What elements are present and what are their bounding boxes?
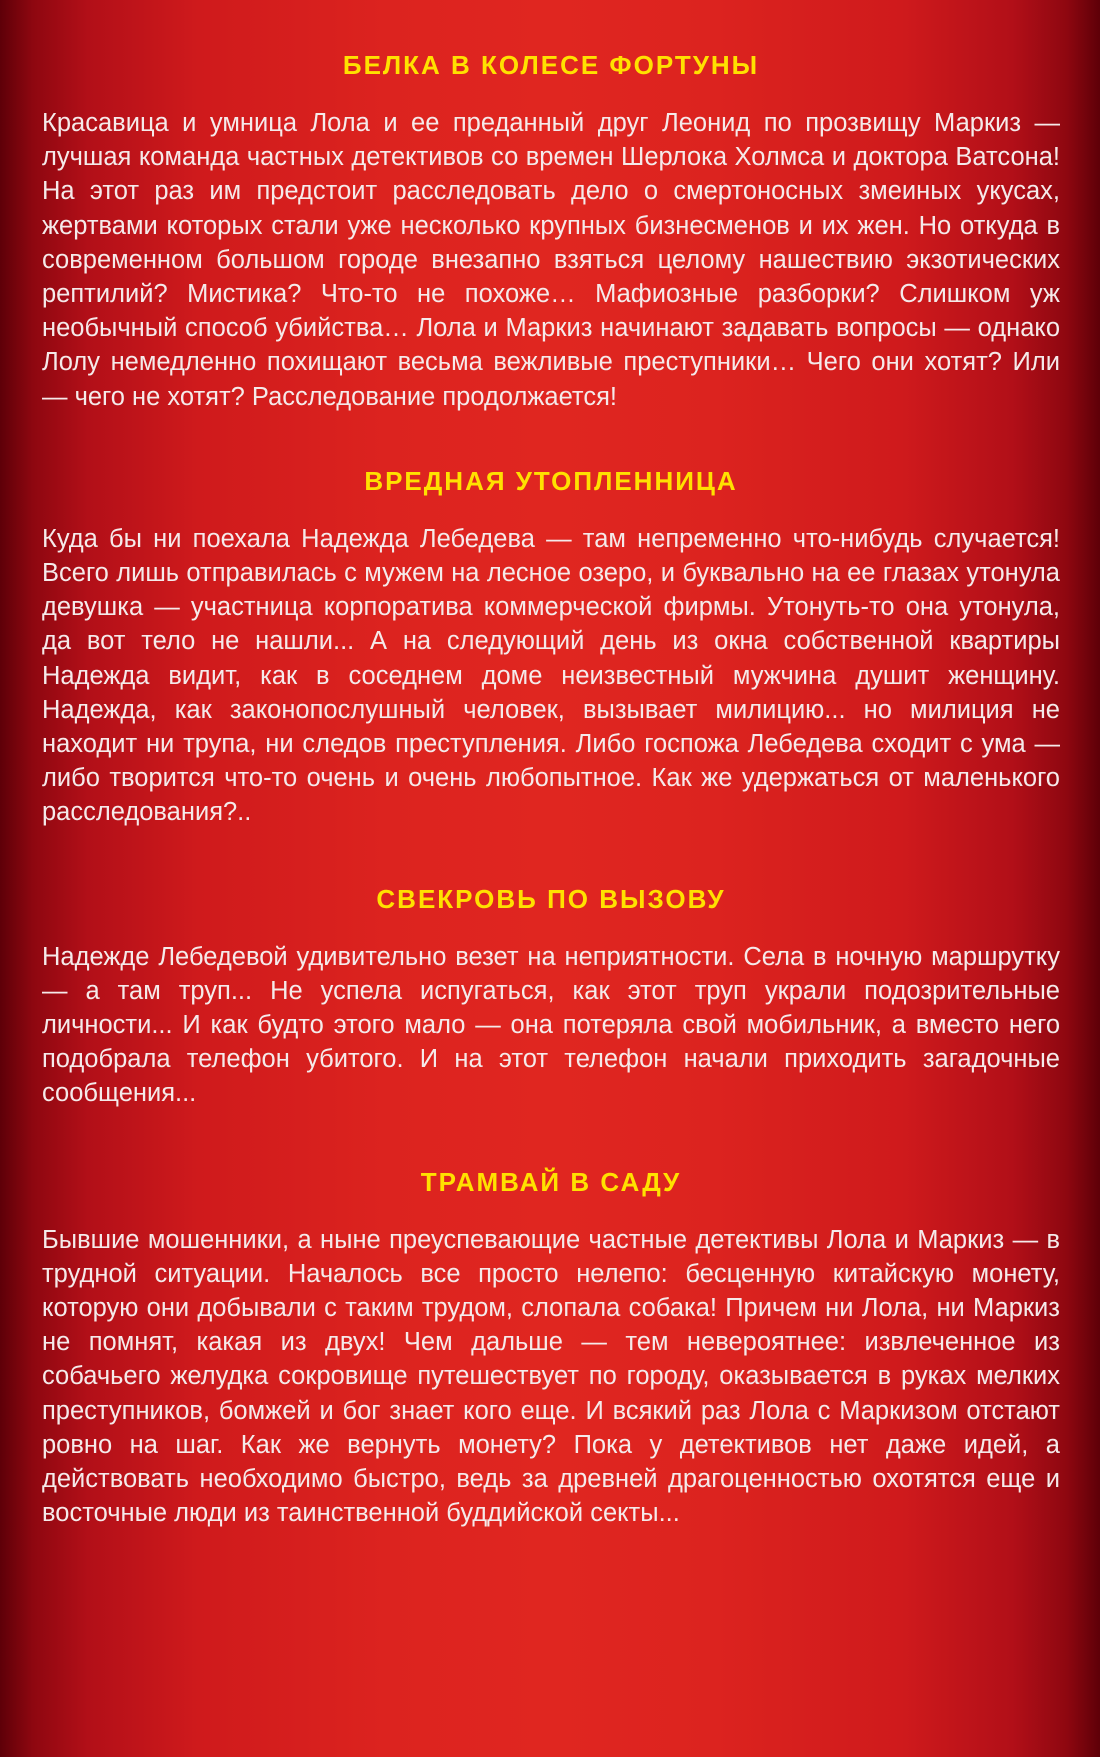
section-belka [42, 45, 1060, 414]
section-svekrov-po-vyzovu [42, 879, 1060, 1111]
section-title: СВЕКРОВЬ ПО ВЫЗОВУ [376, 883, 726, 914]
section-vrednaya-utoplennitsa [42, 461, 1060, 830]
section-text: Красавица и умница Лола и ее преданный друг Леонид по прозвищу Маркиз — лучшая команда частных детективов со времен Шерлока Холмса и доктора Ватсона! На этот раз им предстоит расследовать дело о смертоносных змеиных укусах, жертвами которых стали уже несколько крупных бизнесменов и их жен. Но откуда в современном большом городе внезапно взяться целому нашествию экзотических рептилий? Мистика? Что-то не похоже… Мафиозные разборки? Слишком уж необычный способ убийства… Лола и Маркиз начинают задавать вопросы — однако Лолу немедленно похищают весьма вежливые преступники… Чего они хотят? Или — чего не хотят? Расследование продолжается! [42, 109, 1060, 411]
section-title: ТРАМВАЙ В САДУ [420, 1166, 682, 1197]
section-text: Куда бы ни поехала Надежда Лебедева — там непременно что-нибудь случается! Всего лишь отправилась с мужем на лесное озеро, и буквально на ее глазах утонула девушка — участница корпоратива коммерческой фирмы. Утонуть-то она утонула, да вот тело не нашли... А на следующий день из окна собственной квартиры Надежда видит, как в соседнем доме неизвестный мужчина душит женщину. Надежда, как законопослушный человек, вызывает милицию... но милиция не находит ни трупа, ни следов преступления. Либо госпожа Лебедева сходит с ума — либо творится что-то очень и очень любопытное. Как же удержаться от маленького расследования?.. [42, 524, 1060, 827]
section-tramvai-v-sadu [42, 1162, 1060, 1531]
section-title: ВРЕДНАЯ УТОПЛЕННИЦА [364, 465, 738, 496]
section-text: Надежде Лебедевой удивительно везет на неприятности. Села в ночную маршрутку — а там труп... Не успела испугаться, как этот труп украли подозрительные личности... И как будто этого мало — она потеряла свой мобильник, а вместо него подобрала телефон убитого. И на этот телефон начали приходить загадочные сообщения... [42, 942, 1060, 1108]
section-title: БЕЛКА В КОЛЕСЕ ФОРТУНЫ [342, 50, 760, 80]
section-text: Бывшие мошенники, а ныне преуспевающие частные детективы Лола и Маркиз — в трудной ситуации. Началось все просто нелепо: бесценную китайскую монету, которую они добывали с таким трудом, слопала собака! Причем ни Лола, ни Маркиз не помнят, какая из двух! Чем дальше — тем невероятнее: извлеченное из собачьего желудка сокровище путешествует по городу, оказывается в руках мелких преступников, бомжей и бог знает кого еще. И всякий раз Лола с Маркизом отстают ровно на шаг. Как же вернуть монету? Пока у детективов нет даже идей, а действовать необходимо быстро, ведь за древней драгоценностью охотятся еще и восточные люди из таинственной буддийской секты... [42, 1225, 1060, 1528]
